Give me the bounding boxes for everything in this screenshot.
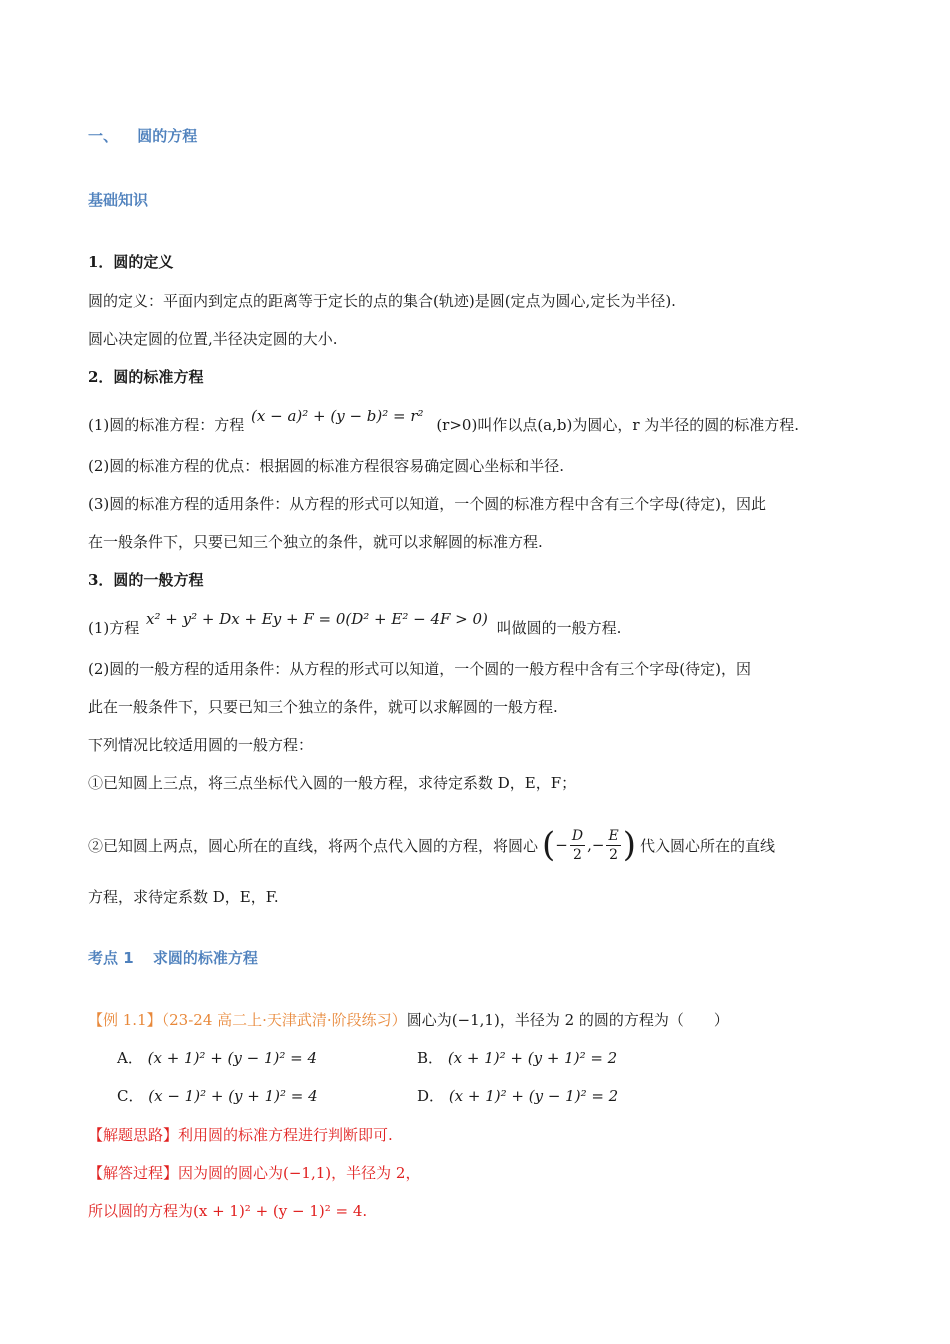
center-coordinate-expression (542, 827, 636, 864)
s2-p1-prefix: (1)圆的标准方程：方程 (88, 416, 245, 434)
s3-title: 3．圆的一般方程 (88, 571, 204, 589)
basic-knowledge-heading: 基础知识 (88, 191, 149, 209)
process-text: 因为圆的圆心为(−1,1)，半径为 2， (178, 1164, 421, 1182)
option-text: (x + 1)² + (y − 1)² = 2 (448, 1087, 619, 1105)
minus-sign: − (591, 836, 605, 854)
solution-process (88, 1162, 420, 1183)
solution-thinking (88, 1124, 393, 1145)
fraction-denominator: 2 (606, 845, 620, 864)
solution-conclusion: 所以圆的方程为(x + 1)² + (y − 1)² = 4. (88, 1202, 368, 1220)
example-source: （23-24 高二上·天津武清·阶段练习） (161, 1011, 407, 1029)
kaodian-label: 考点 1 (88, 949, 134, 967)
section-heading (88, 125, 197, 146)
general-equation-formula: x² + y² + Dx + Ey + F = 0(D² + E² − 4F > 0) (146, 610, 488, 628)
example-question-text: 圆心为(−1,1)，半径为 2 的圆的方程为（ ） (406, 1011, 729, 1029)
process-tag: 【解答过程】 (88, 1164, 179, 1182)
s2-p2: (2)圆的标准方程的优点：根据圆的标准方程很容易确定圆心坐标和半径. (88, 457, 565, 475)
s3-p2-line2: 此在一般条件下，只要已知三个独立的条件，就可以求解圆的一般方程. (88, 698, 558, 716)
standard-equation-formula: (x − a)² + (y − b)² = r² (251, 407, 424, 425)
s3-item2-prefix: ②已知圆上两点，圆心所在的直线，将两个点代入圆的方程，将圆心 (88, 836, 539, 855)
minus-sign: − (555, 836, 568, 854)
s3-item2-suffix: 代入圆心所在的直线 (639, 836, 775, 855)
s3-p2-line1: (2)圆的一般方程的适用条件：从方程的形式可以知道，一个圆的一般方程中含有三个字母(待定)，因 (88, 660, 751, 678)
example-question (88, 1009, 729, 1030)
option-text: (x + 1)² + (y − 1)² = 4 (147, 1049, 318, 1067)
s1-line2: 圆心决定圆的位置,半径决定圆的大小. (88, 330, 338, 348)
s2-p1-suffix: (r>0)叫作以点(a,b)为圆心，r 为半径的圆的标准方程. (436, 416, 800, 434)
fraction-denominator: 2 (570, 845, 585, 864)
option-label: A． (117, 1049, 143, 1067)
example-tag: 【例 1.1】 (88, 1011, 162, 1029)
option-label: B． (417, 1049, 444, 1067)
s3-item2-line2: 方程，求待定系数 D，E，F. (88, 888, 279, 906)
s1-line1: 圆的定义：平面内到定点的距离等于定长的点的集合(轨迹)是圆(定点为圆心,定长为半径). (88, 292, 676, 310)
option-c[interactable] (117, 1085, 318, 1106)
kaodian-title: 求圆的标准方程 (152, 949, 258, 967)
thinking-text: 利用圆的标准方程进行判断即可. (178, 1126, 393, 1144)
section-number: 一、 (88, 127, 119, 145)
option-b[interactable] (417, 1047, 617, 1068)
s1-title: 1．圆的定义 (88, 253, 174, 271)
s3-p1-prefix: (1)方程 (88, 619, 140, 637)
s3-p1-suffix: 叫做圆的一般方程. (496, 619, 622, 637)
fraction-e-over-2 (606, 827, 620, 864)
left-paren: ( (542, 825, 556, 865)
s2-p3-line1: (3)圆的标准方程的适用条件：从方程的形式可以知道，一个圆的标准方程中含有三个字母(待定)，因此 (88, 495, 766, 513)
s3-p3: 下列情况比较适用圆的一般方程： (88, 736, 314, 754)
kaodian-heading (88, 947, 258, 968)
fraction-numerator: E (608, 827, 619, 844)
option-d[interactable] (417, 1085, 618, 1106)
thinking-tag: 【解题思路】 (88, 1126, 179, 1144)
s3-item1: ①已知圆上三点，将三点坐标代入圆的一般方程，求待定系数 D，E，F； (88, 774, 577, 792)
s3-item2 (88, 815, 775, 875)
option-text: (x + 1)² + (y + 1)² = 2 (447, 1049, 618, 1067)
s3-p1 (88, 610, 622, 638)
right-paren: ) (622, 825, 636, 865)
option-a[interactable] (117, 1047, 317, 1068)
comma-sign: , (587, 836, 592, 854)
option-text: (x − 1)² + (y + 1)² = 4 (148, 1087, 318, 1105)
fraction-d-over-2 (570, 827, 585, 864)
fraction-numerator: D (571, 827, 584, 844)
s2-p3-line2: 在一般条件下，只要已知三个独立的条件，就可以求解圆的标准方程. (88, 533, 543, 551)
section-title: 圆的方程 (137, 127, 198, 145)
option-label: C． (117, 1087, 144, 1105)
s2-title: 2．圆的标准方程 (88, 368, 204, 386)
option-label: D． (417, 1087, 445, 1105)
s2-p1 (88, 407, 800, 435)
